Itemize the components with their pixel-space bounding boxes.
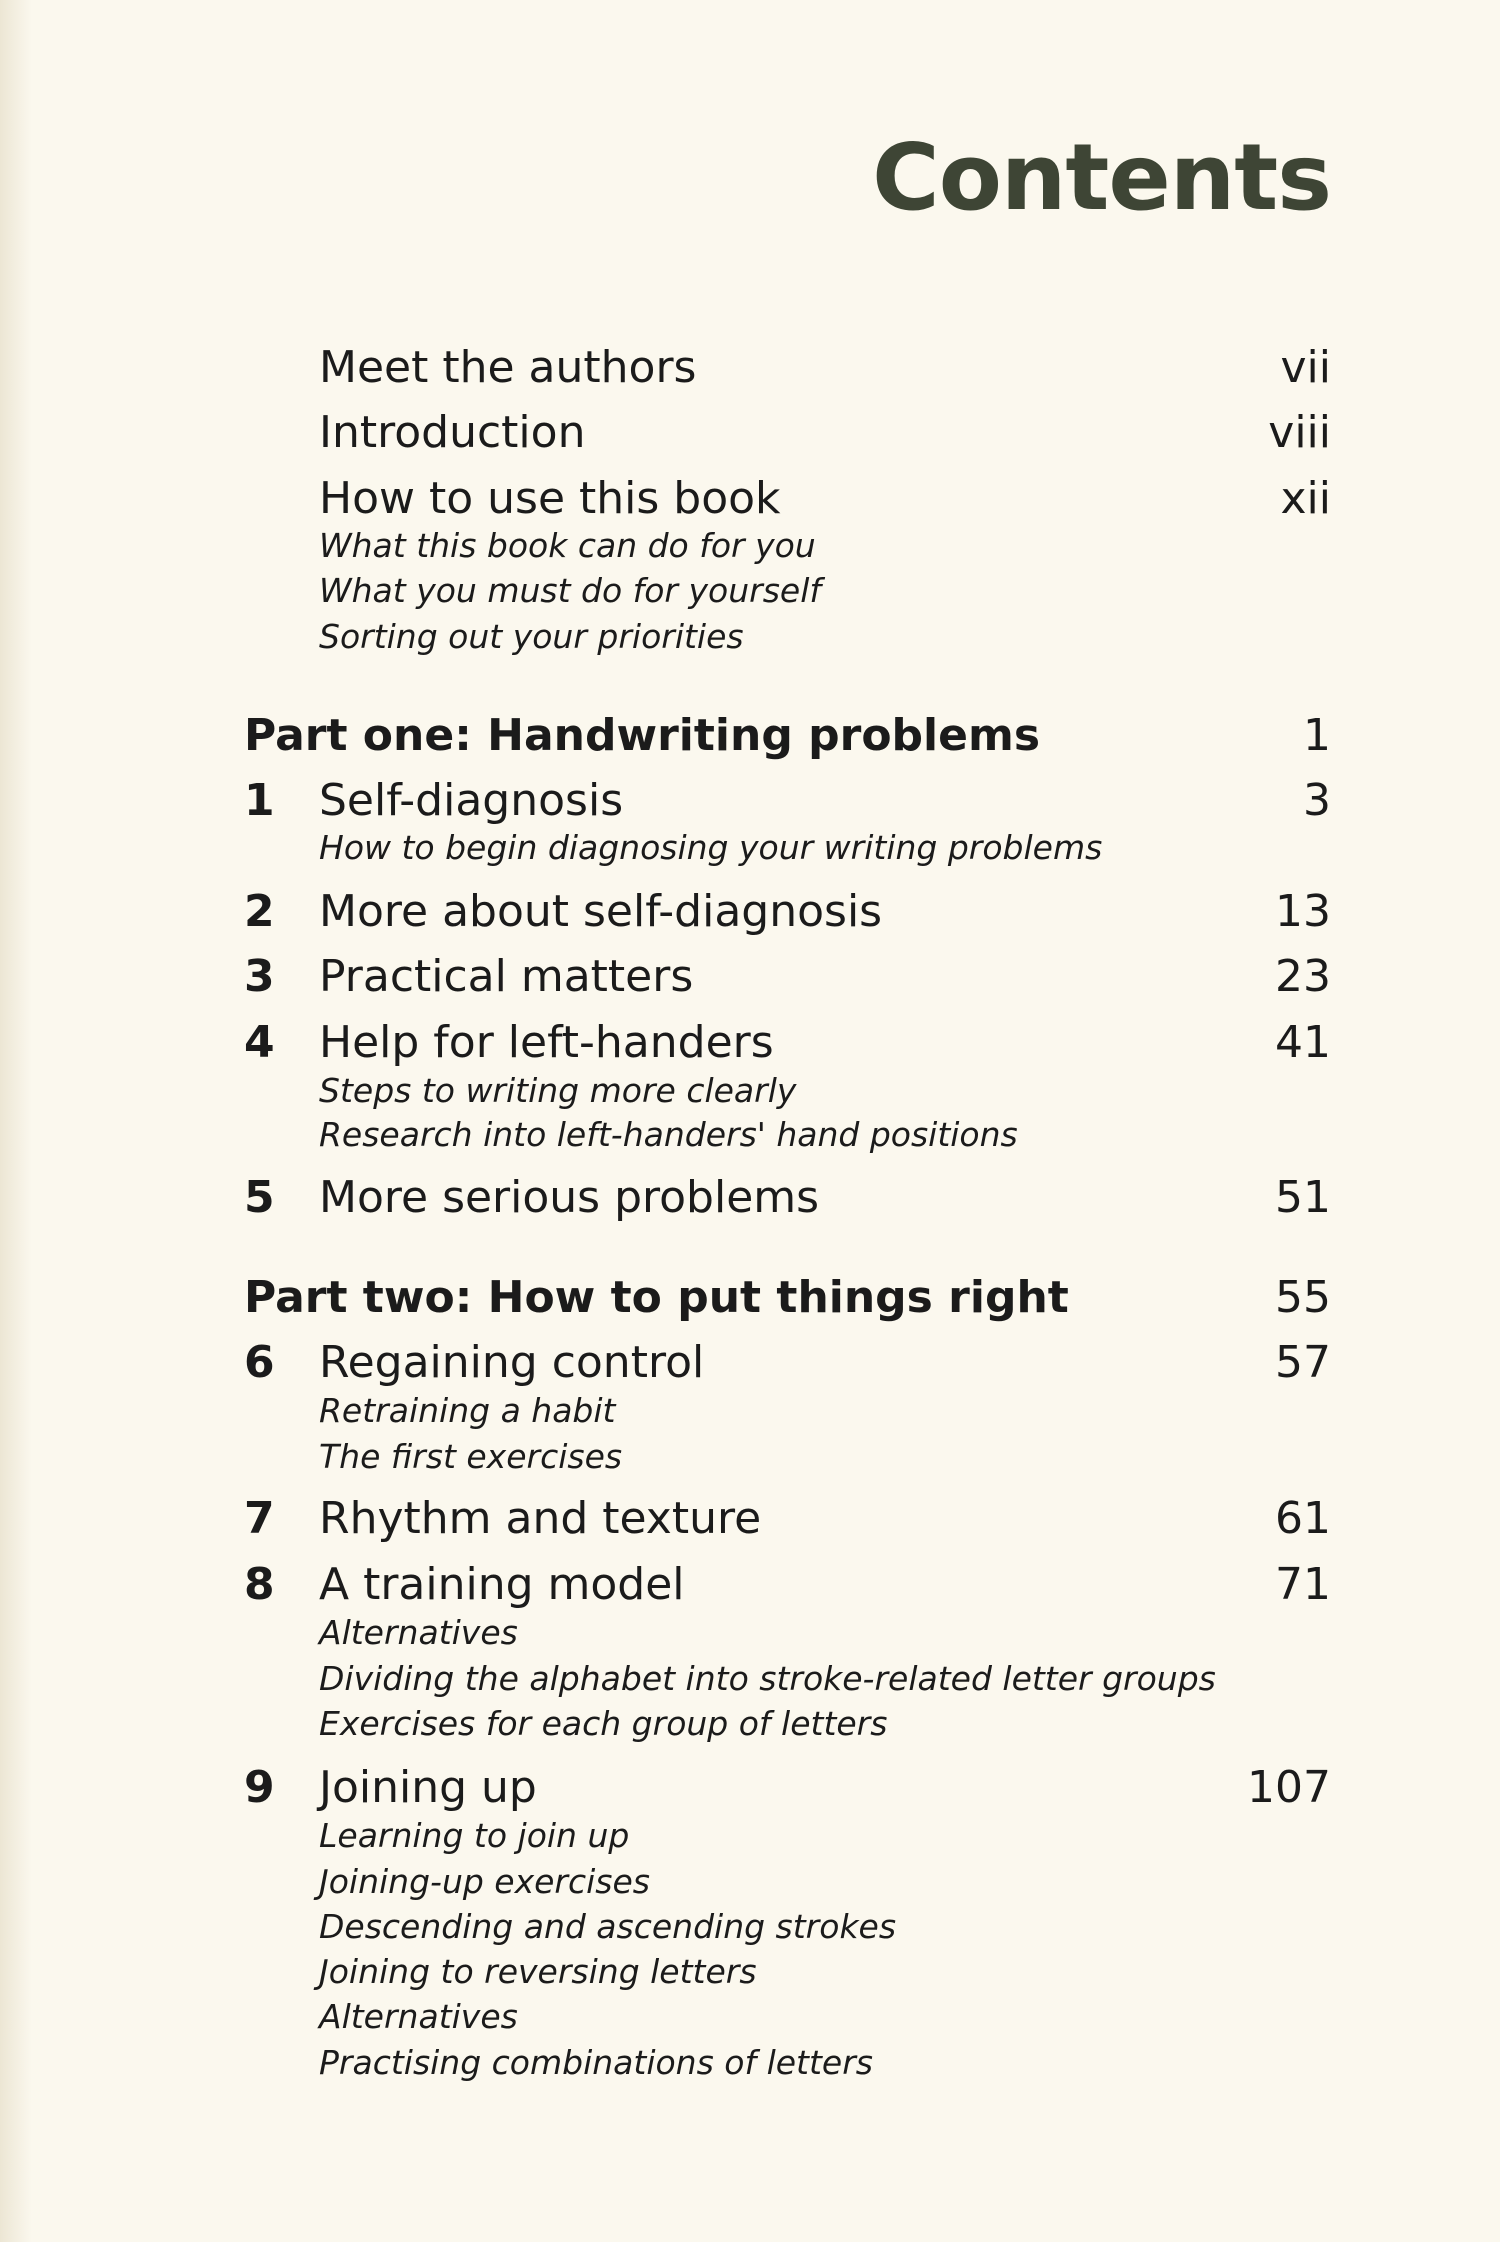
toc-chapter-number: 2 (244, 886, 275, 937)
toc-chapter-number: 3 (244, 951, 275, 1002)
toc-subentry: What you must do for yourself (319, 571, 821, 610)
toc-chapter-9[interactable]: Joining up (319, 1762, 537, 1813)
toc-subentry: How to begin diagnosing your writing problems (319, 828, 1103, 867)
toc-chapter-8[interactable]: A training model (319, 1559, 685, 1610)
toc-page-number: 41 (1275, 1017, 1331, 1068)
toc-entry-how-to-use[interactable]: How to use this book (319, 473, 781, 524)
page-gutter-shadow (0, 0, 32, 2242)
toc-subentry: Dividing the alphabet into stroke-related letter groups (319, 1659, 1216, 1698)
toc-page-number: 61 (1275, 1493, 1331, 1544)
toc-subentry: Retraining a habit (319, 1391, 616, 1430)
toc-page-number: 57 (1275, 1337, 1331, 1388)
toc-chapter-1[interactable]: Self-diagnosis (319, 775, 624, 826)
toc-page-number: 71 (1275, 1559, 1331, 1610)
toc-chapter-number: 5 (244, 1172, 275, 1223)
toc-subentry: Learning to join up (319, 1816, 630, 1855)
page-title: Contents (872, 124, 1331, 231)
toc-page-number: 13 (1275, 886, 1331, 937)
toc-page-number: 3 (1303, 775, 1331, 826)
toc-chapter-number: 9 (244, 1762, 275, 1813)
toc-chapter-number: 6 (244, 1337, 275, 1388)
toc-page-number: 23 (1275, 951, 1331, 1002)
toc-chapter-6[interactable]: Regaining control (319, 1337, 705, 1388)
toc-subentry: Descending and ascending strokes (319, 1907, 897, 1946)
toc-chapter-number: 4 (244, 1017, 275, 1068)
toc-subentry: Steps to writing more clearly (319, 1071, 797, 1110)
toc-chapter-number: 1 (244, 775, 275, 826)
toc-subentry: Alternatives (319, 1997, 518, 2036)
toc-subentry: Practising combinations of letters (319, 2043, 873, 2082)
toc-chapter-2[interactable]: More about self-diagnosis (319, 886, 883, 937)
toc-chapter-4[interactable]: Help for left-handers (319, 1017, 774, 1068)
toc-part-two-heading[interactable]: Part two: How to put things right (244, 1272, 1069, 1323)
toc-chapter-number: 7 (244, 1493, 275, 1544)
toc-entry-introduction[interactable]: Introduction (319, 407, 586, 458)
toc-page-number: viii (1268, 407, 1331, 458)
toc-chapter-number: 8 (244, 1559, 275, 1610)
toc-chapter-3[interactable]: Practical matters (319, 951, 694, 1002)
toc-page-number: xii (1280, 473, 1331, 524)
toc-page-number: 51 (1275, 1172, 1331, 1223)
toc-subentry: Joining to reversing letters (319, 1952, 757, 1991)
toc-subentry: Alternatives (319, 1613, 518, 1652)
toc-subentry: Sorting out your priorities (319, 617, 744, 656)
toc-page-number: 1 (1303, 710, 1331, 761)
toc-subentry: The first exercises (319, 1437, 623, 1476)
toc-subentry: What this book can do for you (319, 526, 816, 565)
toc-subentry: Joining-up exercises (319, 1862, 650, 1901)
toc-page-number: 107 (1247, 1762, 1331, 1813)
toc-chapter-5[interactable]: More serious problems (319, 1172, 820, 1223)
toc-page-number: vii (1280, 342, 1331, 393)
toc-chapter-7[interactable]: Rhythm and texture (319, 1493, 762, 1544)
toc-page-number: 55 (1275, 1272, 1331, 1323)
toc-entry-meet-the-authors[interactable]: Meet the authors (319, 342, 697, 393)
toc-subentry: Research into left-handers' hand positions (319, 1115, 1018, 1154)
toc-subentry: Exercises for each group of letters (319, 1704, 888, 1743)
toc-part-one-heading[interactable]: Part one: Handwriting problems (244, 710, 1041, 761)
